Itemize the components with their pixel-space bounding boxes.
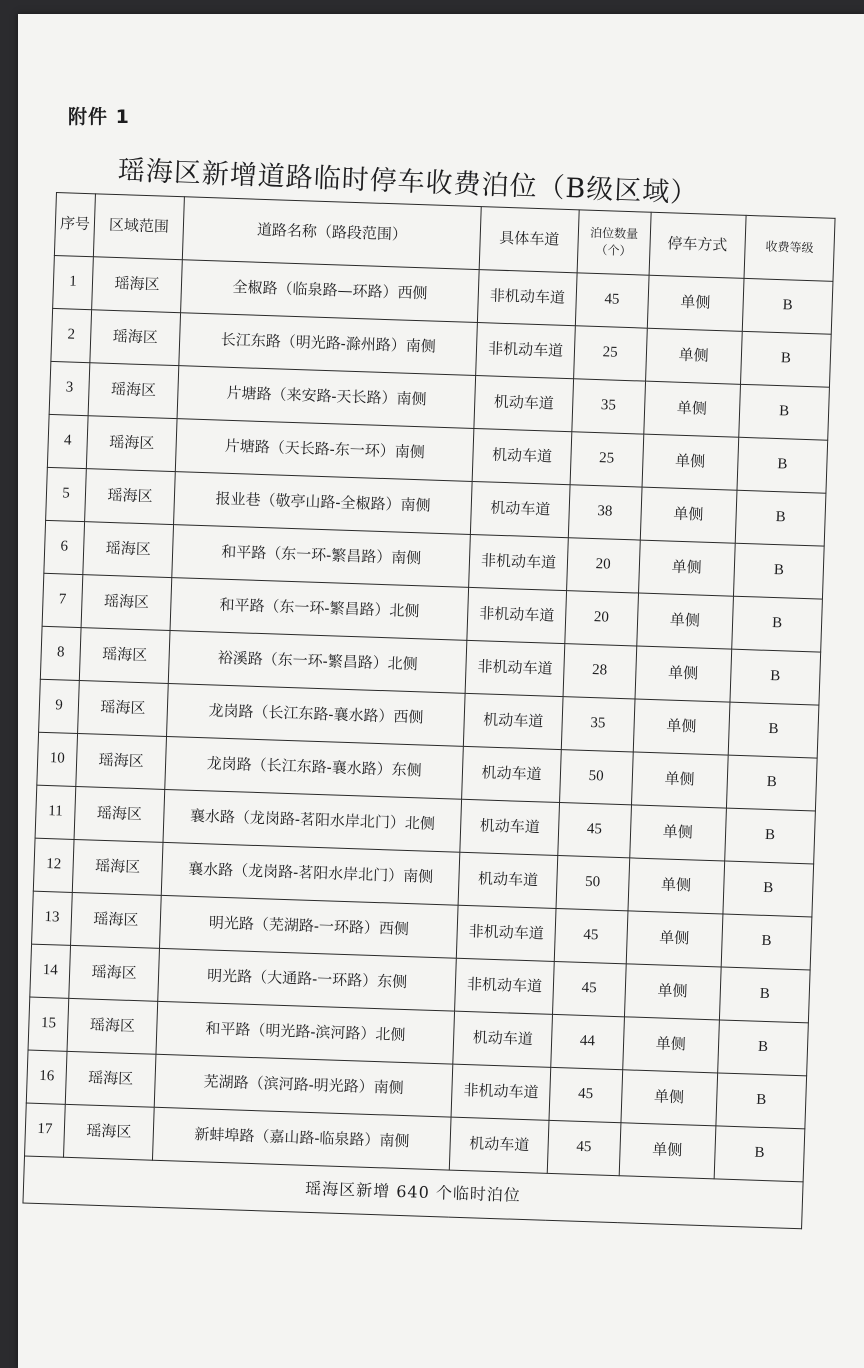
cell-lane: 非机动车道 [465, 640, 564, 696]
cell-district: 瑶海区 [88, 363, 179, 419]
cell-index: 15 [28, 997, 69, 1051]
cell-mode: 单侧 [627, 858, 724, 914]
cell-district: 瑶海区 [90, 310, 181, 366]
cell-grade: B [739, 384, 830, 440]
cell-lane: 机动车道 [472, 428, 571, 484]
cell-mode: 单侧 [642, 434, 739, 490]
cell-index: 2 [51, 308, 92, 362]
cell-district: 瑶海区 [65, 1051, 156, 1107]
header-grade: 收费等级 [744, 215, 835, 281]
cell-district: 瑶海区 [74, 786, 165, 842]
parking-table-container [22, 192, 835, 1229]
cell-road: 襄水路（龙岗路-茗阳水岸北门）南侧 [161, 842, 460, 905]
cell-road: 襄水路（龙岗路-茗阳水岸北门）北侧 [163, 789, 462, 852]
cell-count: 45 [558, 803, 631, 858]
cell-mode: 单侧 [624, 964, 721, 1020]
header-district: 区域范围 [93, 194, 184, 260]
cell-road: 和平路（东一环-繁昌路）南侧 [172, 525, 471, 588]
cell-lane: 非机动车道 [478, 270, 577, 326]
cell-district: 瑶海区 [71, 892, 162, 948]
cell-lane: 非机动车道 [457, 905, 556, 961]
cell-mode: 单侧 [635, 646, 732, 702]
cell-count: 45 [552, 961, 625, 1016]
header-lane: 具体车道 [479, 207, 579, 273]
cell-road: 龙岗路（长江东路-襄水路）西侧 [167, 683, 466, 746]
cell-road: 明光路（大通路-一环路）东侧 [158, 948, 457, 1011]
cell-count: 38 [568, 485, 641, 540]
cell-index: 5 [46, 467, 87, 521]
cell-count: 45 [554, 908, 627, 963]
cell-road: 长江东路（明光路-滁州路）南侧 [179, 313, 478, 376]
cell-index: 4 [47, 414, 88, 468]
cell-grade: B [742, 278, 833, 334]
cell-lane: 非机动车道 [467, 587, 566, 643]
cell-count: 50 [559, 750, 632, 805]
cell-mode: 单侧 [622, 1017, 719, 1073]
cell-grade: B [737, 437, 828, 493]
cell-grade: B [730, 649, 821, 705]
cell-lane: 机动车道 [453, 1011, 552, 1067]
cell-index: 1 [53, 255, 94, 309]
cell-count: 28 [563, 644, 636, 699]
cell-index: 10 [37, 732, 78, 786]
cell-district: 瑶海区 [78, 681, 169, 737]
cell-count: 25 [573, 326, 646, 381]
cell-count: 45 [575, 273, 648, 328]
cell-lane: 机动车道 [464, 693, 563, 749]
header-count: 泊位数量（个） [577, 210, 651, 275]
cell-lane: 非机动车道 [451, 1064, 550, 1120]
cell-grade: B [719, 967, 810, 1023]
cell-mode: 单侧 [647, 275, 744, 331]
cell-grade: B [718, 1020, 809, 1076]
total-summary: 瑶海区新增 640 个临时泊位 [23, 1156, 803, 1229]
cell-index: 14 [30, 944, 71, 998]
cell-grade: B [725, 808, 816, 864]
cell-index: 3 [49, 361, 90, 415]
cell-index: 13 [32, 891, 73, 945]
cell-mode: 单侧 [633, 699, 730, 755]
cell-count: 35 [572, 379, 645, 434]
cell-count: 45 [549, 1067, 622, 1122]
cell-district: 瑶海区 [67, 998, 158, 1054]
cell-mode: 单侧 [620, 1070, 717, 1126]
cell-mode: 单侧 [645, 328, 742, 384]
cell-mode: 单侧 [640, 487, 737, 543]
cell-road: 全椒路（临泉路—环路）西侧 [181, 260, 480, 323]
cell-mode: 单侧 [636, 593, 733, 649]
cell-road: 新蚌埠路（嘉山路-临泉路）南侧 [152, 1107, 451, 1170]
cell-index: 6 [44, 520, 85, 574]
cell-road: 明光路（芜湖路-一环路）西侧 [159, 895, 458, 958]
cell-lane: 机动车道 [458, 852, 557, 908]
parking-table [22, 192, 835, 1229]
cell-lane: 机动车道 [450, 1117, 549, 1173]
cell-district: 瑶海区 [72, 839, 163, 895]
cell-mode: 单侧 [626, 911, 723, 967]
document-title: 瑶海区新增道路临时停车收费泊位（B级区域） [117, 155, 699, 210]
cell-count: 50 [556, 855, 629, 910]
cell-count: 20 [565, 591, 638, 646]
cell-district: 瑶海区 [69, 945, 160, 1001]
cell-road: 龙岗路（长江东路-襄水路）东侧 [165, 736, 464, 799]
cell-road: 报业巷（敬亭山路-全椒路）南侧 [174, 472, 473, 535]
cell-mode: 单侧 [638, 540, 735, 596]
cell-district: 瑶海区 [64, 1104, 155, 1160]
cell-count: 20 [566, 538, 639, 593]
cell-district: 瑶海区 [76, 734, 167, 790]
cell-lane: 机动车道 [471, 481, 570, 537]
cell-grade: B [726, 755, 817, 811]
cell-road: 裕溪路（东一环-繁昌路）北侧 [168, 631, 467, 694]
cell-index: 12 [33, 838, 74, 892]
cell-district: 瑶海区 [85, 469, 176, 525]
cell-index: 17 [25, 1103, 66, 1157]
cell-mode: 单侧 [619, 1123, 716, 1179]
cell-road: 芜湖路（滨河路-明光路）南侧 [154, 1054, 453, 1117]
cell-district: 瑶海区 [79, 628, 170, 684]
cell-grade: B [716, 1073, 807, 1129]
cell-road: 片塘路（天长路-东一环）南侧 [175, 419, 474, 482]
document-page [18, 14, 864, 1368]
cell-road: 和平路（东一环-繁昌路）北侧 [170, 578, 469, 641]
cell-grade: B [721, 914, 812, 970]
cell-lane: 机动车道 [462, 746, 561, 802]
cell-mode: 单侧 [629, 805, 726, 861]
cell-mode: 单侧 [643, 381, 740, 437]
cell-grade: B [732, 596, 823, 652]
cell-district: 瑶海区 [86, 416, 177, 472]
header-index: 序号 [54, 193, 95, 257]
cell-count: 35 [561, 697, 634, 752]
cell-district: 瑶海区 [83, 522, 174, 578]
cell-lane: 机动车道 [460, 799, 559, 855]
cell-grade: B [733, 543, 824, 599]
cell-count: 45 [547, 1120, 620, 1175]
cell-grade: B [728, 702, 819, 758]
cell-grade: B [740, 331, 831, 387]
cell-lane: 非机动车道 [469, 534, 568, 590]
header-road: 道路名称（路段范围） [182, 197, 481, 270]
cell-grade: B [714, 1126, 805, 1182]
cell-grade: B [735, 490, 826, 546]
attachment-label: 附件 1 [68, 106, 130, 128]
cell-index: 9 [39, 679, 80, 733]
cell-index: 16 [26, 1050, 67, 1104]
header-mode: 停车方式 [649, 212, 747, 278]
cell-count: 44 [551, 1014, 624, 1069]
cell-grade: B [723, 861, 814, 917]
cell-road: 片塘路（来安路-天长路）南侧 [177, 366, 476, 429]
cell-lane: 非机动车道 [455, 958, 554, 1014]
cell-mode: 单侧 [631, 752, 728, 808]
cell-road: 和平路（明光路-滨河路）北侧 [156, 1001, 455, 1064]
cell-lane: 机动车道 [474, 376, 573, 432]
cell-lane: 非机动车道 [476, 323, 575, 379]
cell-count: 25 [570, 432, 643, 487]
cell-index: 11 [35, 785, 76, 839]
cell-district: 瑶海区 [81, 575, 172, 631]
cell-index: 7 [42, 573, 83, 627]
cell-index: 8 [40, 626, 81, 680]
cell-district: 瑶海区 [92, 257, 183, 313]
